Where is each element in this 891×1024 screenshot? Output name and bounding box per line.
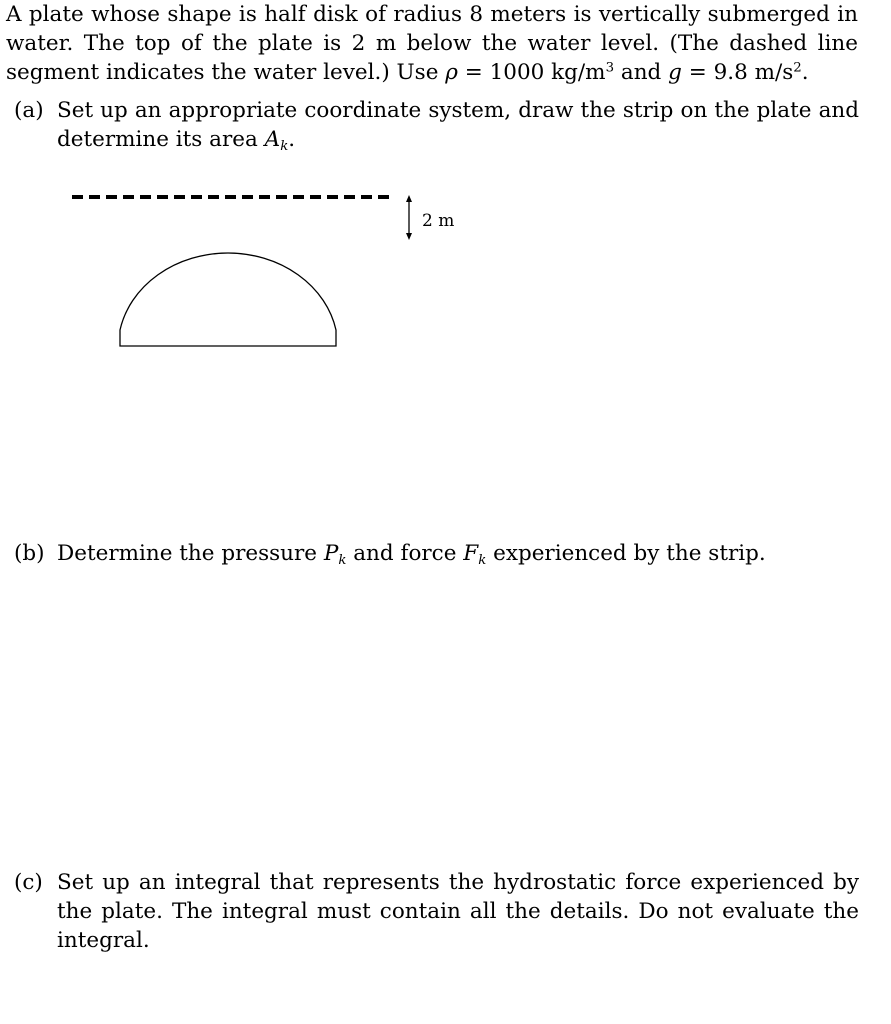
g-value: = 9.8 m/s [681, 60, 794, 85]
depth-arrow-up-head [406, 195, 412, 202]
half-disk-figure [0, 180, 500, 370]
force-symbol-subscript: k [478, 552, 487, 568]
rho-symbol: ρ [445, 60, 458, 85]
question-c-text: Set up an integral that represents the hydrostatic force experienced by the plate. The integral must contain all the details. Do not evaluate the integral. [57, 870, 859, 953]
pressure-symbol-letter: P [323, 541, 339, 566]
force-symbol [463, 541, 486, 566]
rho-exponent: 3 [605, 60, 615, 76]
question-a-end: . [288, 127, 296, 152]
intro-text: A plate whose shape is half disk of radius 8 meters is vertically submerged in water. The top of the plate is 2 m below the water level. (The dashed line segment indicates the water level.) Use [6, 2, 858, 85]
intro-end: . [801, 60, 809, 85]
question-b-text [57, 539, 859, 568]
problem-statement [6, 0, 858, 87]
force-symbol-letter: F [463, 541, 479, 566]
pressure-symbol [324, 541, 347, 566]
area-symbol-subscript: k [280, 138, 289, 154]
intro-and: and [614, 60, 669, 85]
question-c-label: (c) [14, 870, 43, 895]
area-symbol [265, 127, 289, 152]
pressure-symbol-subscript: k [338, 552, 347, 568]
area-symbol-letter: A [264, 127, 281, 152]
question-a-label: (a) [14, 98, 44, 123]
question-b-body-3: experienced by the strip. [486, 541, 766, 566]
depth-arrow-down-head [406, 233, 412, 240]
question-a-body: Set up an appropriate coordinate system, draw the strip on the plate and determine its area [57, 98, 859, 152]
rho-value: = 1000 kg/m [457, 60, 606, 85]
question-a-text [57, 96, 859, 154]
half-disk-plate [120, 253, 336, 346]
depth-label: 2 m [422, 211, 455, 231]
g-exponent: 2 [793, 60, 802, 76]
question-b-body-2: and force [346, 541, 464, 566]
question-b-label: (b) [14, 541, 45, 566]
g-symbol: g [668, 60, 682, 85]
question-b-body-1: Determine the pressure [57, 541, 324, 566]
